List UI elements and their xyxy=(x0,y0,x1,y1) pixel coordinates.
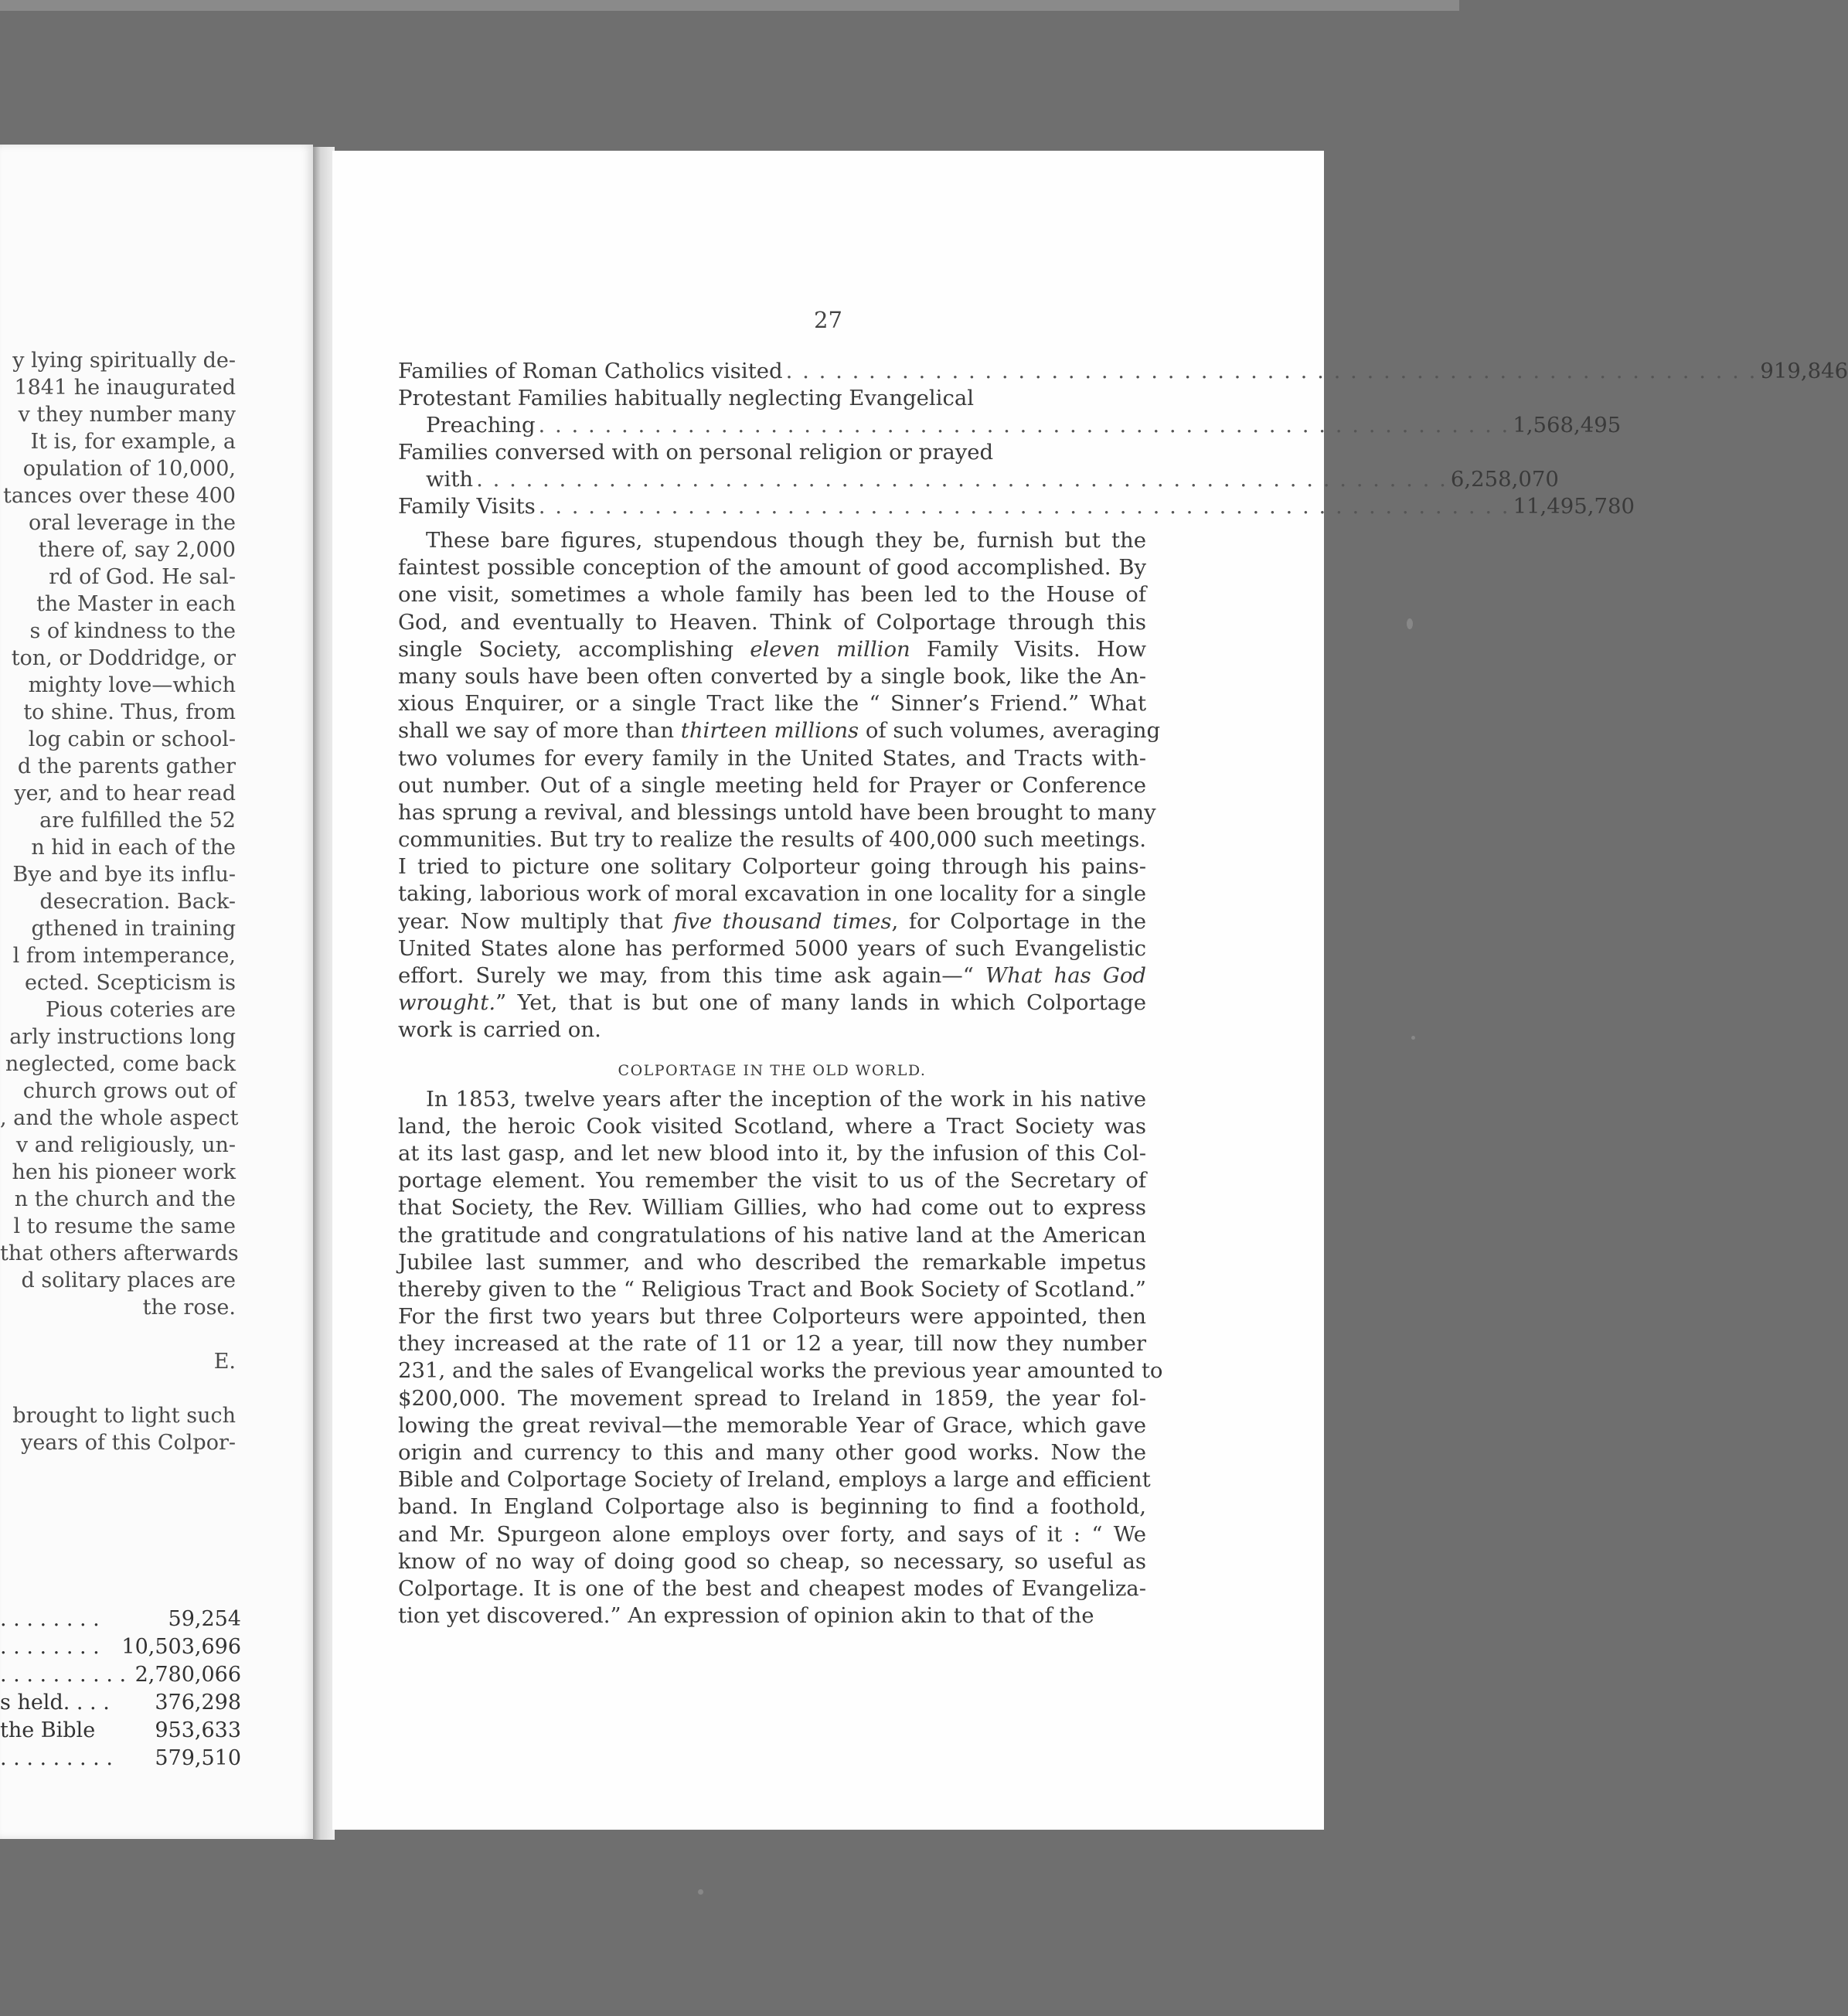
text-line: many souls have been often converted by a single book, like the An- xyxy=(398,663,1146,689)
leader-dots: . . . . . . . . . . . . . . . . . . . . . . . . . . . . . . . . . . . . . . . . . . . . . . . . . . . . . . . . . . . xyxy=(538,494,1510,519)
left-page-line: arly instructions long xyxy=(9,1025,236,1049)
left-page-line: It is, for example, a xyxy=(30,430,236,454)
left-page-line: Pious coteries are xyxy=(45,998,236,1022)
left-page-line: oral leverage in the xyxy=(29,511,236,535)
left-page-line: opulation of 10,000, xyxy=(22,457,236,481)
text-line: at its last gasp, and let new blood into it, by the infusion of this Col- xyxy=(398,1140,1146,1166)
text-line: Bible and Colportage Society of Ireland, employs a large and efficient xyxy=(398,1467,1151,1493)
stat-row xyxy=(398,466,1559,493)
text-line: that Society, the Rev. William Gillies, who had come out to express xyxy=(398,1195,1146,1221)
text-line: know of no way of doing good so cheap, so necessary, so useful as xyxy=(398,1548,1146,1574)
text-line: 231, and the sales of Evangelical works the previous year amounted to xyxy=(398,1358,1163,1384)
left-page-line: desecration. Back- xyxy=(39,890,236,914)
left-stat-row xyxy=(0,1633,241,1661)
left-page-line: l to resume the same xyxy=(13,1214,236,1238)
section-heading: COLPORTAGE IN THE OLD WORLD. xyxy=(618,1061,927,1079)
stat-row xyxy=(398,412,1622,439)
left-page-line xyxy=(0,1375,236,1402)
text-line: Jubilee last summer, and who described the remarkable impetus xyxy=(398,1249,1146,1275)
left-stat-label: . . . . . . . . xyxy=(0,1607,100,1631)
text-line: $200,000. The movement spread to Ireland in 1859, the year fol- xyxy=(398,1385,1146,1411)
page-number: 27 xyxy=(814,307,842,333)
text-line: land, the heroic Cook visited Scotland, where a Tract Society was xyxy=(398,1113,1146,1139)
left-page-line: 1841 he inaugurated xyxy=(14,376,236,400)
left-stat-label: . . . . . . . . xyxy=(0,1635,100,1659)
leader-dots: . . . . . . . . . . . . . . . . . . . . . . . . . . . . . . . . . . . . . . . . . . . . . . . . . . . . . . . . . . . xyxy=(785,359,1758,383)
left-stat-value: 10,503,696 xyxy=(121,1635,241,1659)
text-line: faintest possible conception of the amount of good accomplished. By xyxy=(398,555,1146,581)
text-line: communities. But try to realize the results of 400,000 such meetings. xyxy=(398,827,1146,853)
stat-label: Family Visits xyxy=(398,494,536,519)
text-line: portage element. You remember the visit to us of the Secretary of xyxy=(398,1168,1146,1194)
left-page-line: yer, and to hear read xyxy=(14,782,236,805)
left-stat-value: 2,780,066 xyxy=(134,1663,241,1687)
text-line: effort. Surely we may, from this time ask again—“ What has God xyxy=(398,963,1146,988)
left-stat-row xyxy=(0,1745,241,1773)
text-line: These bare figures, stupendous though they be, furnish but the xyxy=(426,528,1146,553)
stat-label: Preaching xyxy=(426,413,536,438)
left-stat-label: s held. . . . xyxy=(0,1691,110,1715)
text-line: and Mr. Spurgeon alone employs over forty, and says of it : “ We xyxy=(398,1521,1146,1547)
left-page-line: mighty love—which xyxy=(28,673,236,697)
left-stat-value: 59,254 xyxy=(168,1607,241,1631)
left-page-line: brought to light such xyxy=(12,1404,236,1428)
text-line: wrought.” Yet, that is but one of many lands in which Colportage xyxy=(398,990,1146,1016)
left-stat-row xyxy=(0,1717,241,1745)
stat-label: with xyxy=(426,467,474,492)
text-line: lowing the great revival—the memorable Year of Grace, which gave xyxy=(398,1412,1146,1438)
text-line: out number. Out of a single meeting held for Prayer or Conference xyxy=(398,772,1146,798)
left-stat-row xyxy=(0,1661,241,1689)
text-line: one visit, sometimes a whole family has been led to the House of xyxy=(398,582,1146,608)
left-page-text xyxy=(0,347,239,1456)
left-page-line: l from intemperance, xyxy=(12,944,236,968)
text-line: thereby given to the “ Religious Tract and Book Society of Scotland.” xyxy=(398,1276,1146,1302)
right-page xyxy=(332,151,1848,1830)
text-line: work is carried on. xyxy=(398,1017,601,1043)
left-page-line: v they number many xyxy=(18,403,236,427)
stat-row xyxy=(398,493,1635,520)
left-page-line: d solitary places are xyxy=(21,1269,236,1292)
text-line: band. In England Colportage also is beginning to find a foothold, xyxy=(398,1494,1146,1520)
text-line: two volumes for every family in the United States, and Tracts with- xyxy=(398,745,1146,771)
text-line: the gratitude and congratulations of his native land at the American xyxy=(398,1222,1146,1248)
text-line: shall we say of more than thirteen millions of such volumes, averaging xyxy=(398,718,1161,744)
left-page-line: v and religiously, un- xyxy=(15,1133,236,1157)
book-gutter xyxy=(313,147,335,1840)
left-page-line xyxy=(0,1321,236,1348)
left-page-line: , and the whole aspect xyxy=(0,1106,239,1130)
text-line: For the first two years but three Colporteurs were appointed, then xyxy=(398,1304,1146,1330)
left-page-line: n hid in each of the xyxy=(31,836,236,860)
page-content xyxy=(398,358,1848,1630)
left-page-line: that others afterwards xyxy=(0,1241,239,1265)
text-line: has sprung a revival, and blessings untold have been brought to many xyxy=(398,799,1156,825)
text-line: God, and eventually to Heaven. Think of Colportage through this xyxy=(398,609,1146,635)
text-line: xious Enquirer, or a single Tract like the “ Sinner’s Friend.” What xyxy=(398,691,1146,717)
left-page-statistics xyxy=(0,1606,241,1773)
stat-value: 1,568,495 xyxy=(1513,413,1622,438)
text-line: year. Now multiply that five thousand times, for Colportage in the xyxy=(398,908,1146,934)
text-line: I tried to picture one solitary Colporteur going through his pains- xyxy=(398,854,1146,880)
text-line: single Society, accomplishing eleven million Family Visits. How xyxy=(398,636,1146,662)
left-page-line: there of, say 2,000 xyxy=(38,538,236,562)
left-page-line: years of this Colpor- xyxy=(21,1431,236,1455)
left-stat-value: 376,298 xyxy=(155,1691,241,1715)
left-stat-row xyxy=(0,1606,241,1633)
left-page-line: are fulfilled the 52 xyxy=(39,809,236,833)
text-line: tion yet discovered.” An expression of opinion akin to that of the xyxy=(398,1603,1094,1629)
left-stat-value: 953,633 xyxy=(155,1718,241,1742)
scan-speck xyxy=(1411,1036,1415,1040)
statistics-table xyxy=(398,358,1848,520)
stat-value: 919,846 xyxy=(1760,359,1848,383)
left-page-line: rd of God. He sal- xyxy=(49,565,236,589)
stat-label: Families of Roman Catholics visited xyxy=(398,359,783,383)
left-page-line: d the parents gather xyxy=(17,754,236,778)
stat-value: 6,258,070 xyxy=(1450,467,1559,492)
left-page-line: Bye and bye its influ- xyxy=(12,863,236,887)
left-page-line: log cabin or school- xyxy=(28,727,236,751)
stat-label-line: Protestant Families habitually neglecting Evangelical xyxy=(398,386,975,410)
text-line: taking, laborious work of moral excavation in one locality for a single xyxy=(398,881,1146,907)
left-stat-label: the Bible xyxy=(0,1718,96,1742)
left-page-line: E. xyxy=(213,1350,236,1374)
left-page-line: ected. Scepticism is xyxy=(24,971,236,995)
left-page-line: to shine. Thus, from xyxy=(23,700,236,724)
left-page-line: neglected, come back xyxy=(5,1052,236,1076)
left-page-line: y lying spiritually de- xyxy=(12,349,236,373)
stat-value: 11,495,780 xyxy=(1513,494,1635,519)
left-page-line: tances over these 400 xyxy=(2,484,236,508)
scan-background-band xyxy=(0,0,1459,11)
text-line: Colportage. It is one of the best and cheapest modes of Evangeliza- xyxy=(398,1575,1146,1601)
left-page-line: the Master in each xyxy=(36,592,236,616)
left-page-line: gthened in training xyxy=(31,917,236,941)
leader-dots: . . . . . . . . . . . . . . . . . . . . . . . . . . . . . . . . . . . . . . . . . . . . . . . . . . . . . . . . . . . xyxy=(538,413,1510,438)
scan-speck xyxy=(698,1889,703,1895)
left-page-line: s of kindness to the xyxy=(29,619,236,643)
paragraph-bare-figures xyxy=(398,528,1161,1045)
text-line: origin and currency to this and many other good works. Now the xyxy=(398,1440,1146,1465)
left-stat-label: . . . . . . . . . xyxy=(0,1746,113,1770)
stat-label-line: Families conversed with on personal religion or prayed xyxy=(398,440,994,465)
left-page-line: ton, or Doddridge, or xyxy=(11,646,236,670)
text-line: United States alone has performed 5000 years of such Evangelistic xyxy=(398,935,1146,961)
left-page-line: n the church and the xyxy=(14,1187,236,1211)
scan-speck xyxy=(1407,618,1413,629)
left-page xyxy=(0,145,313,1839)
leader-dots: . . . . . . . . . . . . . . . . . . . . . . . . . . . . . . . . . . . . . . . . . . . . . . . . . . . . . . . . . . . xyxy=(476,467,1448,492)
text-line: In 1853, twelve years after the inception of the work in his native xyxy=(426,1086,1146,1112)
left-stat-value: 579,510 xyxy=(155,1746,241,1770)
left-stat-label: . . . . . . . . . . xyxy=(0,1663,127,1687)
left-page-line: the rose. xyxy=(142,1296,236,1320)
paragraph-old-world xyxy=(398,1086,1163,1631)
stat-row xyxy=(398,358,1848,385)
left-page-line: hen his pioneer work xyxy=(12,1160,236,1184)
left-page-line: church grows out of xyxy=(22,1079,236,1103)
text-line: they increased at the rate of 11 or 12 a year, till now they number xyxy=(398,1331,1146,1357)
left-stat-row xyxy=(0,1689,241,1717)
